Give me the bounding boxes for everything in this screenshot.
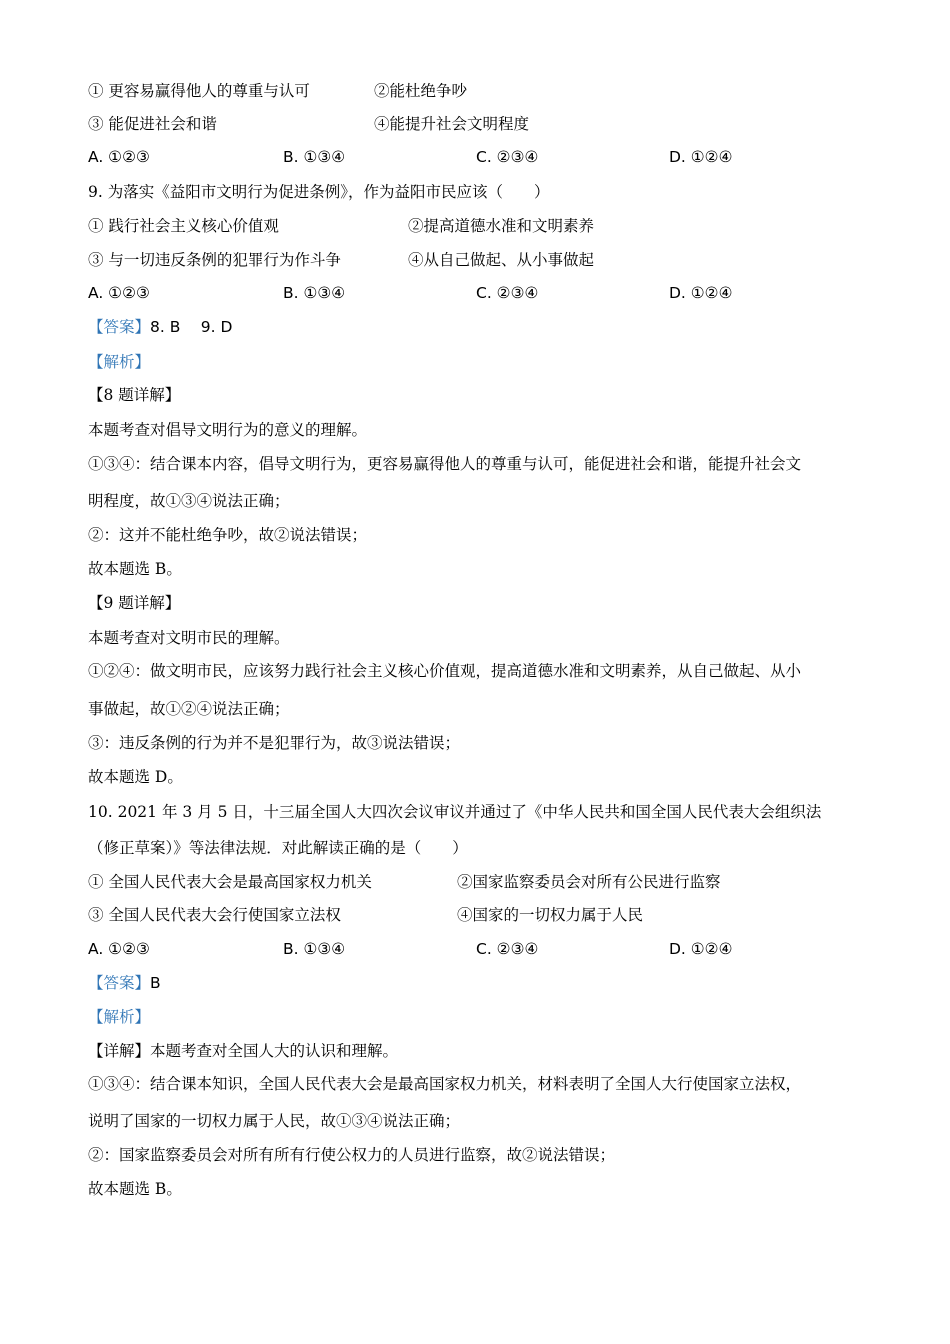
q10-choice-d: D. ①②④ xyxy=(669,940,733,958)
answer-8-9 xyxy=(88,316,232,338)
q8-choice-d: D. ①②④ xyxy=(669,148,733,166)
detail-9-line-1: 本题考查对文明市民的理解。 xyxy=(88,629,290,647)
q8-choice-a: A. ①②③ xyxy=(88,148,150,166)
detail-8-line-2b: 明程度，故①③④说法正确； xyxy=(88,492,290,510)
analysis-tag: 【解析】 xyxy=(88,353,151,371)
q10-option-2: ②国家监察委员会对所有公民进行监察 xyxy=(457,873,721,891)
q10-choice-c: C. ②③④ xyxy=(476,940,539,958)
q8-choice-c: C. ②③④ xyxy=(476,148,539,166)
q9-choice-b: B. ①③④ xyxy=(283,284,346,302)
analysis-tag: 【解析】 xyxy=(88,1008,151,1026)
q10-stem-line-2: （修正草案）》等法律法规．对此解读正确的是（ ） xyxy=(88,839,468,857)
detail-10-line-1 xyxy=(88,1040,398,1062)
answer-tag: 【答案】 xyxy=(88,318,151,336)
detail-tag: 【详解】 xyxy=(88,1042,151,1060)
answer-text: B xyxy=(150,974,161,992)
detail-10-line-3: ②：国家监察委员会对所有所有行使公权力的人员进行监察，故②说法错误； xyxy=(88,1146,616,1164)
detail-10-line-2a: ①③④：结合课本知识，全国人民代表大会是最高国家权力机关，材料表明了全国人大行使国家立法权， xyxy=(88,1075,802,1093)
q9-choice-d: D. ①②④ xyxy=(669,284,733,302)
q9-choice-c: C. ②③④ xyxy=(476,284,539,302)
q10-stem-line-1: 10. 2021 年 3 月 5 日，十三届全国人大四次会议审议并通过了《中华人民共和国全国人民代表大会组织法 xyxy=(88,803,822,821)
detail-8-heading: 【8 题详解】 xyxy=(88,386,181,404)
q10-choice-a: A. ①②③ xyxy=(88,940,150,958)
q10-option-3: ③ 全国人民代表大会行使国家立法权 xyxy=(88,906,341,924)
detail-10-conclusion: 故本题选 B。 xyxy=(88,1180,182,1198)
detail-10-line-2b: 说明了国家的一切权力属于人民，故①③④说法正确； xyxy=(88,1112,461,1130)
q8-choice-b: B. ①③④ xyxy=(283,148,346,166)
q8-option-4: ④能提升社会文明程度 xyxy=(374,115,530,133)
q9-option-3: ③ 与一切违反条例的犯罪行为作斗争 xyxy=(88,251,341,269)
detail-9-line-2b: 事做起，故①②④说法正确； xyxy=(88,700,290,718)
q9-option-4: ④从自己做起、从小事做起 xyxy=(408,251,595,269)
detail-9-line-3: ③：违反条例的行为并不是犯罪行为，故③说法错误； xyxy=(88,734,461,752)
q10-choice-b: B. ①③④ xyxy=(283,940,346,958)
detail-8-line-1: 本题考查对倡导文明行为的意义的理解。 xyxy=(88,421,368,439)
detail-10-intro: 本题考查对全国人大的认识和理解。 xyxy=(150,1042,399,1060)
q9-choice-a: A. ①②③ xyxy=(88,284,150,302)
detail-8-line-2a: ①③④：结合课本内容，倡导文明行为，更容易赢得他人的尊重与认可，能促进社会和谐，能提升社会文 xyxy=(88,455,802,473)
q9-option-2: ②提高道德水准和文明素养 xyxy=(408,217,595,235)
q10-option-1: ① 全国人民代表大会是最高国家权力机关 xyxy=(88,873,372,891)
q10-option-4: ④国家的一切权力属于人民 xyxy=(457,906,644,924)
q8-option-3: ③ 能促进社会和谐 xyxy=(88,115,217,133)
answer-tag: 【答案】 xyxy=(88,974,151,992)
q9-option-1: ① 践行社会主义核心价值观 xyxy=(88,217,279,235)
detail-9-heading: 【9 题详解】 xyxy=(88,594,181,612)
q9-stem: 9. 为落实《益阳市文明行为促进条例》，作为益阳市民应该（ ） xyxy=(88,183,550,201)
detail-9-conclusion: 故本题选 D。 xyxy=(88,768,183,786)
detail-8-conclusion: 故本题选 B。 xyxy=(88,560,182,578)
answer-text: 8. B 9. D xyxy=(150,318,233,336)
q8-option-2: ②能杜绝争吵 xyxy=(374,82,468,100)
answer-10 xyxy=(88,972,161,994)
detail-8-line-3: ②：这并不能杜绝争吵，故②说法错误； xyxy=(88,526,368,544)
detail-9-line-2a: ①②④：做文明市民，应该努力践行社会主义核心价值观，提高道德水准和文明素养，从自己做起、从小 xyxy=(88,662,802,680)
q8-option-1: ① 更容易赢得他人的尊重与认可 xyxy=(88,82,310,100)
